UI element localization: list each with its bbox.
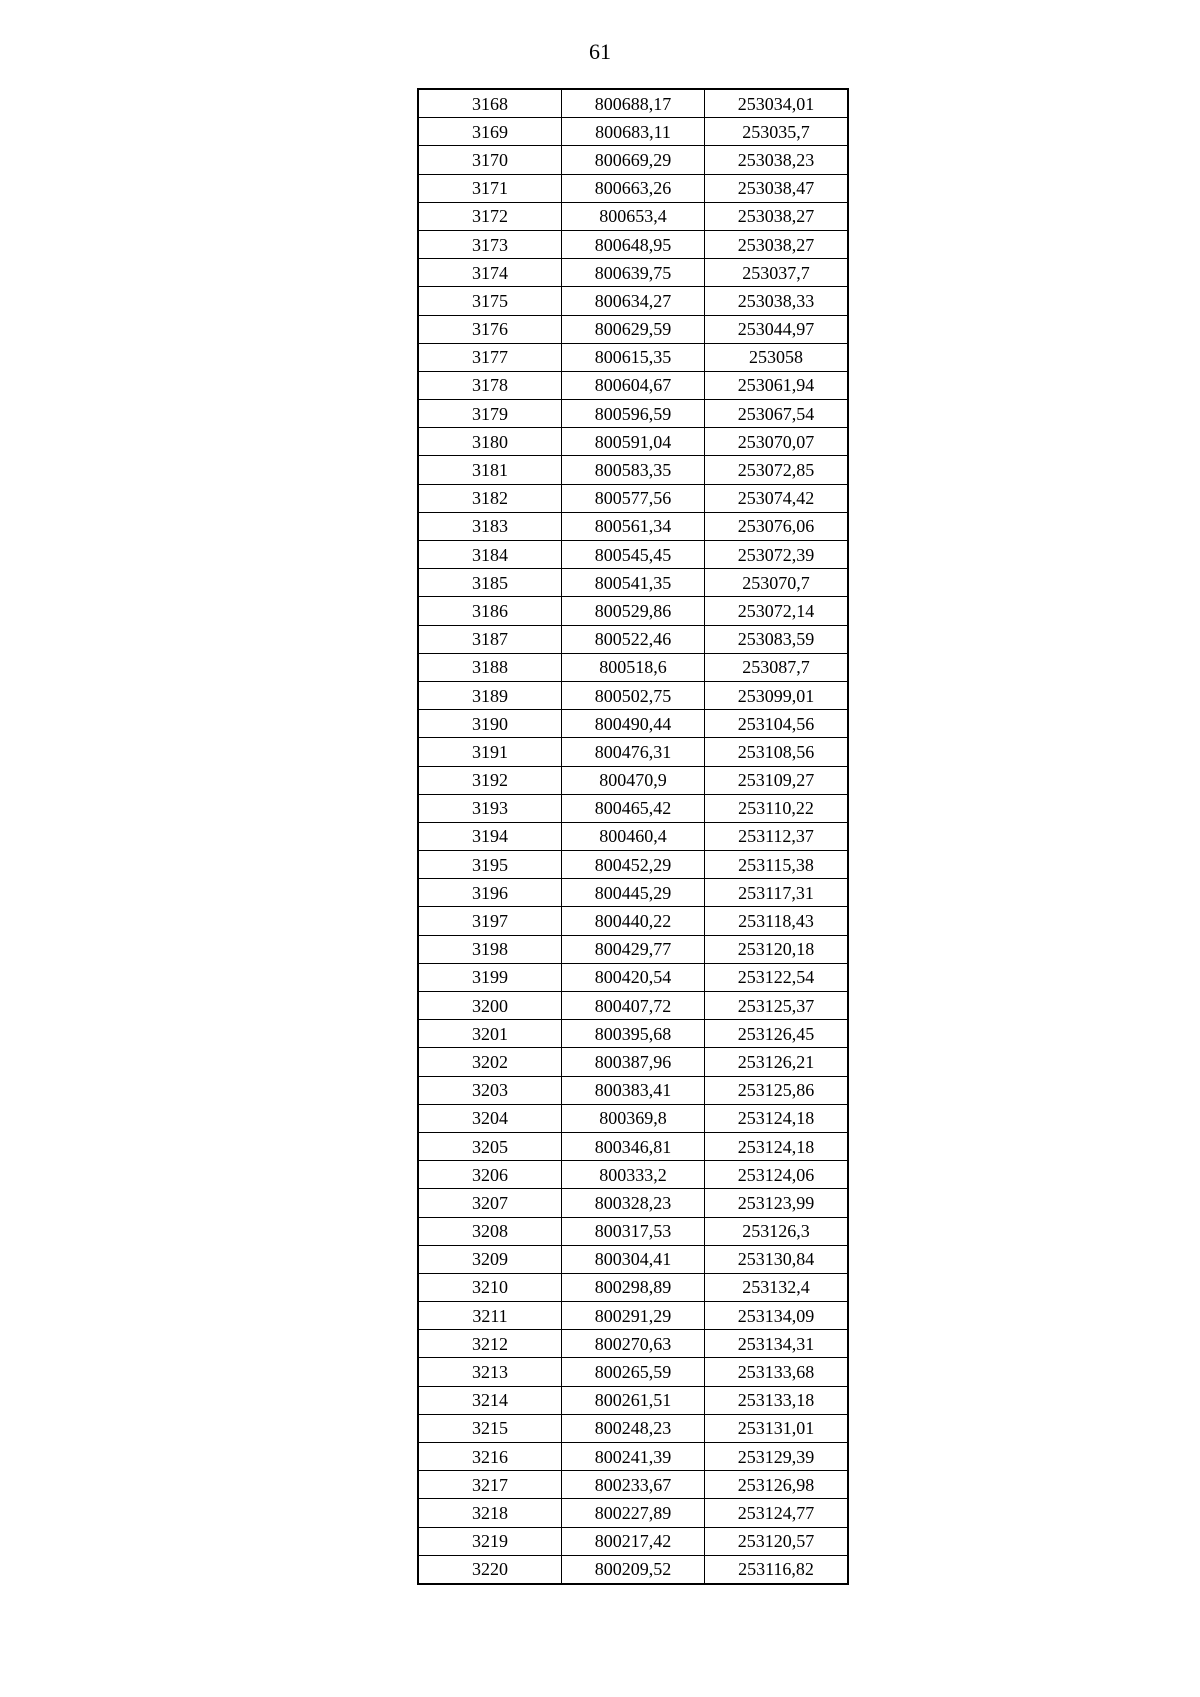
x-coordinate-cell: 800669,29 <box>562 146 705 174</box>
x-coordinate-cell: 800583,35 <box>562 456 705 484</box>
x-coordinate-cell: 800596,59 <box>562 400 705 428</box>
x-coordinate-cell: 800291,29 <box>562 1302 705 1330</box>
table-row <box>418 738 848 766</box>
table-row <box>418 400 848 428</box>
y-coordinate-cell: 253038,27 <box>705 230 849 258</box>
table-row <box>418 625 848 653</box>
y-coordinate-cell: 253117,31 <box>705 879 849 907</box>
table-row <box>418 1020 848 1048</box>
x-coordinate-cell: 800648,95 <box>562 230 705 258</box>
table-row <box>418 287 848 315</box>
x-coordinate-cell: 800304,41 <box>562 1245 705 1273</box>
y-coordinate-cell: 253034,01 <box>705 89 849 118</box>
table-row <box>418 851 848 879</box>
point-number-cell: 3177 <box>418 343 562 371</box>
y-coordinate-cell: 253125,37 <box>705 992 849 1020</box>
x-coordinate-cell: 800591,04 <box>562 428 705 456</box>
table-row <box>418 1048 848 1076</box>
y-coordinate-cell: 253130,84 <box>705 1245 849 1273</box>
table-row <box>418 230 848 258</box>
point-number-cell: 3217 <box>418 1471 562 1499</box>
table-row <box>418 963 848 991</box>
table-row <box>418 1443 848 1471</box>
y-coordinate-cell: 253109,27 <box>705 766 849 794</box>
y-coordinate-cell: 253122,54 <box>705 963 849 991</box>
table-row <box>418 1132 848 1160</box>
table-row <box>418 1161 848 1189</box>
x-coordinate-cell: 800653,4 <box>562 202 705 230</box>
table-row <box>418 428 848 456</box>
y-coordinate-cell: 253126,45 <box>705 1020 849 1048</box>
y-coordinate-cell: 253131,01 <box>705 1414 849 1442</box>
point-number-cell: 3211 <box>418 1302 562 1330</box>
y-coordinate-cell: 253070,07 <box>705 428 849 456</box>
y-coordinate-cell: 253087,7 <box>705 653 849 681</box>
table-row <box>418 174 848 202</box>
y-coordinate-cell: 253118,43 <box>705 907 849 935</box>
table-row <box>418 1358 848 1386</box>
table-row <box>418 1104 848 1132</box>
table-row <box>418 710 848 738</box>
point-number-cell: 3205 <box>418 1132 562 1160</box>
y-coordinate-cell: 253133,68 <box>705 1358 849 1386</box>
point-number-cell: 3219 <box>418 1527 562 1555</box>
point-number-cell: 3218 <box>418 1499 562 1527</box>
table-row <box>418 512 848 540</box>
table-row <box>418 456 848 484</box>
point-number-cell: 3172 <box>418 202 562 230</box>
x-coordinate-cell: 800298,89 <box>562 1273 705 1301</box>
point-number-cell: 3180 <box>418 428 562 456</box>
x-coordinate-cell: 800333,2 <box>562 1161 705 1189</box>
y-coordinate-cell: 253129,39 <box>705 1443 849 1471</box>
point-number-cell: 3202 <box>418 1048 562 1076</box>
x-coordinate-cell: 800270,63 <box>562 1330 705 1358</box>
table-row <box>418 935 848 963</box>
point-number-cell: 3200 <box>418 992 562 1020</box>
x-coordinate-cell: 800470,9 <box>562 766 705 794</box>
table-row <box>418 822 848 850</box>
x-coordinate-cell: 800465,42 <box>562 794 705 822</box>
point-number-cell: 3192 <box>418 766 562 794</box>
y-coordinate-cell: 253124,18 <box>705 1132 849 1160</box>
table-row <box>418 653 848 681</box>
point-number-cell: 3214 <box>418 1386 562 1414</box>
y-coordinate-cell: 253120,18 <box>705 935 849 963</box>
table-row <box>418 484 848 512</box>
table-row <box>418 992 848 1020</box>
point-number-cell: 3179 <box>418 400 562 428</box>
y-coordinate-cell: 253058 <box>705 343 849 371</box>
point-number-cell: 3216 <box>418 1443 562 1471</box>
y-coordinate-cell: 253110,22 <box>705 794 849 822</box>
table-row <box>418 1555 848 1584</box>
point-number-cell: 3182 <box>418 484 562 512</box>
coordinates-table-body <box>418 89 848 1584</box>
y-coordinate-cell: 253125,86 <box>705 1076 849 1104</box>
table-row <box>418 1414 848 1442</box>
point-number-cell: 3195 <box>418 851 562 879</box>
point-number-cell: 3171 <box>418 174 562 202</box>
point-number-cell: 3181 <box>418 456 562 484</box>
point-number-cell: 3206 <box>418 1161 562 1189</box>
point-number-cell: 3207 <box>418 1189 562 1217</box>
y-coordinate-cell: 253038,33 <box>705 287 849 315</box>
x-coordinate-cell: 800688,17 <box>562 89 705 118</box>
x-coordinate-cell: 800217,42 <box>562 1527 705 1555</box>
table-row <box>418 1302 848 1330</box>
x-coordinate-cell: 800369,8 <box>562 1104 705 1132</box>
point-number-cell: 3201 <box>418 1020 562 1048</box>
y-coordinate-cell: 253038,23 <box>705 146 849 174</box>
y-coordinate-cell: 253124,06 <box>705 1161 849 1189</box>
y-coordinate-cell: 253067,54 <box>705 400 849 428</box>
y-coordinate-cell: 253108,56 <box>705 738 849 766</box>
y-coordinate-cell: 253061,94 <box>705 371 849 399</box>
point-number-cell: 3198 <box>418 935 562 963</box>
point-number-cell: 3191 <box>418 738 562 766</box>
y-coordinate-cell: 253035,7 <box>705 118 849 146</box>
x-coordinate-cell: 800490,44 <box>562 710 705 738</box>
y-coordinate-cell: 253038,47 <box>705 174 849 202</box>
x-coordinate-cell: 800317,53 <box>562 1217 705 1245</box>
table-row <box>418 89 848 118</box>
x-coordinate-cell: 800452,29 <box>562 851 705 879</box>
table-row <box>418 794 848 822</box>
table-row <box>418 343 848 371</box>
x-coordinate-cell: 800420,54 <box>562 963 705 991</box>
x-coordinate-cell: 800634,27 <box>562 287 705 315</box>
point-number-cell: 3196 <box>418 879 562 907</box>
x-coordinate-cell: 800227,89 <box>562 1499 705 1527</box>
y-coordinate-cell: 253115,38 <box>705 851 849 879</box>
point-number-cell: 3174 <box>418 259 562 287</box>
x-coordinate-cell: 800440,22 <box>562 907 705 935</box>
x-coordinate-cell: 800561,34 <box>562 512 705 540</box>
point-number-cell: 3183 <box>418 512 562 540</box>
y-coordinate-cell: 253126,3 <box>705 1217 849 1245</box>
point-number-cell: 3168 <box>418 89 562 118</box>
x-coordinate-cell: 800383,41 <box>562 1076 705 1104</box>
table-row <box>418 259 848 287</box>
y-coordinate-cell: 253074,42 <box>705 484 849 512</box>
y-coordinate-cell: 253083,59 <box>705 625 849 653</box>
x-coordinate-cell: 800615,35 <box>562 343 705 371</box>
point-number-cell: 3208 <box>418 1217 562 1245</box>
y-coordinate-cell: 253133,18 <box>705 1386 849 1414</box>
point-number-cell: 3188 <box>418 653 562 681</box>
x-coordinate-cell: 800663,26 <box>562 174 705 202</box>
table-row <box>418 1527 848 1555</box>
coordinates-table <box>417 88 849 1585</box>
x-coordinate-cell: 800545,45 <box>562 541 705 569</box>
x-coordinate-cell: 800233,67 <box>562 1471 705 1499</box>
x-coordinate-cell: 800518,6 <box>562 653 705 681</box>
y-coordinate-cell: 253124,18 <box>705 1104 849 1132</box>
y-coordinate-cell: 253120,57 <box>705 1527 849 1555</box>
y-coordinate-cell: 253126,98 <box>705 1471 849 1499</box>
y-coordinate-cell: 253124,77 <box>705 1499 849 1527</box>
table-row <box>418 315 848 343</box>
table-row <box>418 118 848 146</box>
x-coordinate-cell: 800683,11 <box>562 118 705 146</box>
y-coordinate-cell: 253070,7 <box>705 569 849 597</box>
x-coordinate-cell: 800604,67 <box>562 371 705 399</box>
y-coordinate-cell: 253123,99 <box>705 1189 849 1217</box>
point-number-cell: 3197 <box>418 907 562 935</box>
x-coordinate-cell: 800387,96 <box>562 1048 705 1076</box>
table-row <box>418 1273 848 1301</box>
x-coordinate-cell: 800577,56 <box>562 484 705 512</box>
table-row <box>418 541 848 569</box>
point-number-cell: 3189 <box>418 681 562 709</box>
point-number-cell: 3194 <box>418 822 562 850</box>
table-row <box>418 766 848 794</box>
x-coordinate-cell: 800629,59 <box>562 315 705 343</box>
point-number-cell: 3215 <box>418 1414 562 1442</box>
x-coordinate-cell: 800346,81 <box>562 1132 705 1160</box>
point-number-cell: 3190 <box>418 710 562 738</box>
x-coordinate-cell: 800407,72 <box>562 992 705 1020</box>
page-number: 61 <box>589 39 611 64</box>
y-coordinate-cell: 253099,01 <box>705 681 849 709</box>
x-coordinate-cell: 800265,59 <box>562 1358 705 1386</box>
table-row <box>418 597 848 625</box>
x-coordinate-cell: 800248,23 <box>562 1414 705 1442</box>
point-number-cell: 3212 <box>418 1330 562 1358</box>
y-coordinate-cell: 253132,4 <box>705 1273 849 1301</box>
table-row <box>418 146 848 174</box>
y-coordinate-cell: 253044,97 <box>705 315 849 343</box>
table-row <box>418 879 848 907</box>
y-coordinate-cell: 253134,31 <box>705 1330 849 1358</box>
y-coordinate-cell: 253112,37 <box>705 822 849 850</box>
table-row <box>418 202 848 230</box>
y-coordinate-cell: 253072,85 <box>705 456 849 484</box>
point-number-cell: 3187 <box>418 625 562 653</box>
point-number-cell: 3185 <box>418 569 562 597</box>
table-row <box>418 1217 848 1245</box>
x-coordinate-cell: 800209,52 <box>562 1555 705 1584</box>
table-row <box>418 1386 848 1414</box>
x-coordinate-cell: 800502,75 <box>562 681 705 709</box>
x-coordinate-cell: 800541,35 <box>562 569 705 597</box>
x-coordinate-cell: 800445,29 <box>562 879 705 907</box>
x-coordinate-cell: 800261,51 <box>562 1386 705 1414</box>
y-coordinate-cell: 253037,7 <box>705 259 849 287</box>
point-number-cell: 3204 <box>418 1104 562 1132</box>
point-number-cell: 3203 <box>418 1076 562 1104</box>
table-row <box>418 1330 848 1358</box>
table-row <box>418 1076 848 1104</box>
x-coordinate-cell: 800529,86 <box>562 597 705 625</box>
point-number-cell: 3193 <box>418 794 562 822</box>
table-row <box>418 1245 848 1273</box>
y-coordinate-cell: 253076,06 <box>705 512 849 540</box>
table-row <box>418 907 848 935</box>
table-row <box>418 1471 848 1499</box>
point-number-cell: 3199 <box>418 963 562 991</box>
table-row <box>418 681 848 709</box>
x-coordinate-cell: 800476,31 <box>562 738 705 766</box>
point-number-cell: 3213 <box>418 1358 562 1386</box>
point-number-cell: 3176 <box>418 315 562 343</box>
point-number-cell: 3184 <box>418 541 562 569</box>
y-coordinate-cell: 253116,82 <box>705 1555 849 1584</box>
x-coordinate-cell: 800328,23 <box>562 1189 705 1217</box>
y-coordinate-cell: 253072,39 <box>705 541 849 569</box>
table-row <box>418 371 848 399</box>
y-coordinate-cell: 253104,56 <box>705 710 849 738</box>
x-coordinate-cell: 800395,68 <box>562 1020 705 1048</box>
y-coordinate-cell: 253126,21 <box>705 1048 849 1076</box>
y-coordinate-cell: 253072,14 <box>705 597 849 625</box>
point-number-cell: 3170 <box>418 146 562 174</box>
x-coordinate-cell: 800460,4 <box>562 822 705 850</box>
y-coordinate-cell: 253038,27 <box>705 202 849 230</box>
x-coordinate-cell: 800241,39 <box>562 1443 705 1471</box>
point-number-cell: 3178 <box>418 371 562 399</box>
table-row <box>418 1189 848 1217</box>
table-row <box>418 1499 848 1527</box>
x-coordinate-cell: 800429,77 <box>562 935 705 963</box>
point-number-cell: 3173 <box>418 230 562 258</box>
x-coordinate-cell: 800639,75 <box>562 259 705 287</box>
point-number-cell: 3169 <box>418 118 562 146</box>
point-number-cell: 3209 <box>418 1245 562 1273</box>
point-number-cell: 3220 <box>418 1555 562 1584</box>
table-row <box>418 569 848 597</box>
y-coordinate-cell: 253134,09 <box>705 1302 849 1330</box>
point-number-cell: 3210 <box>418 1273 562 1301</box>
point-number-cell: 3186 <box>418 597 562 625</box>
x-coordinate-cell: 800522,46 <box>562 625 705 653</box>
point-number-cell: 3175 <box>418 287 562 315</box>
